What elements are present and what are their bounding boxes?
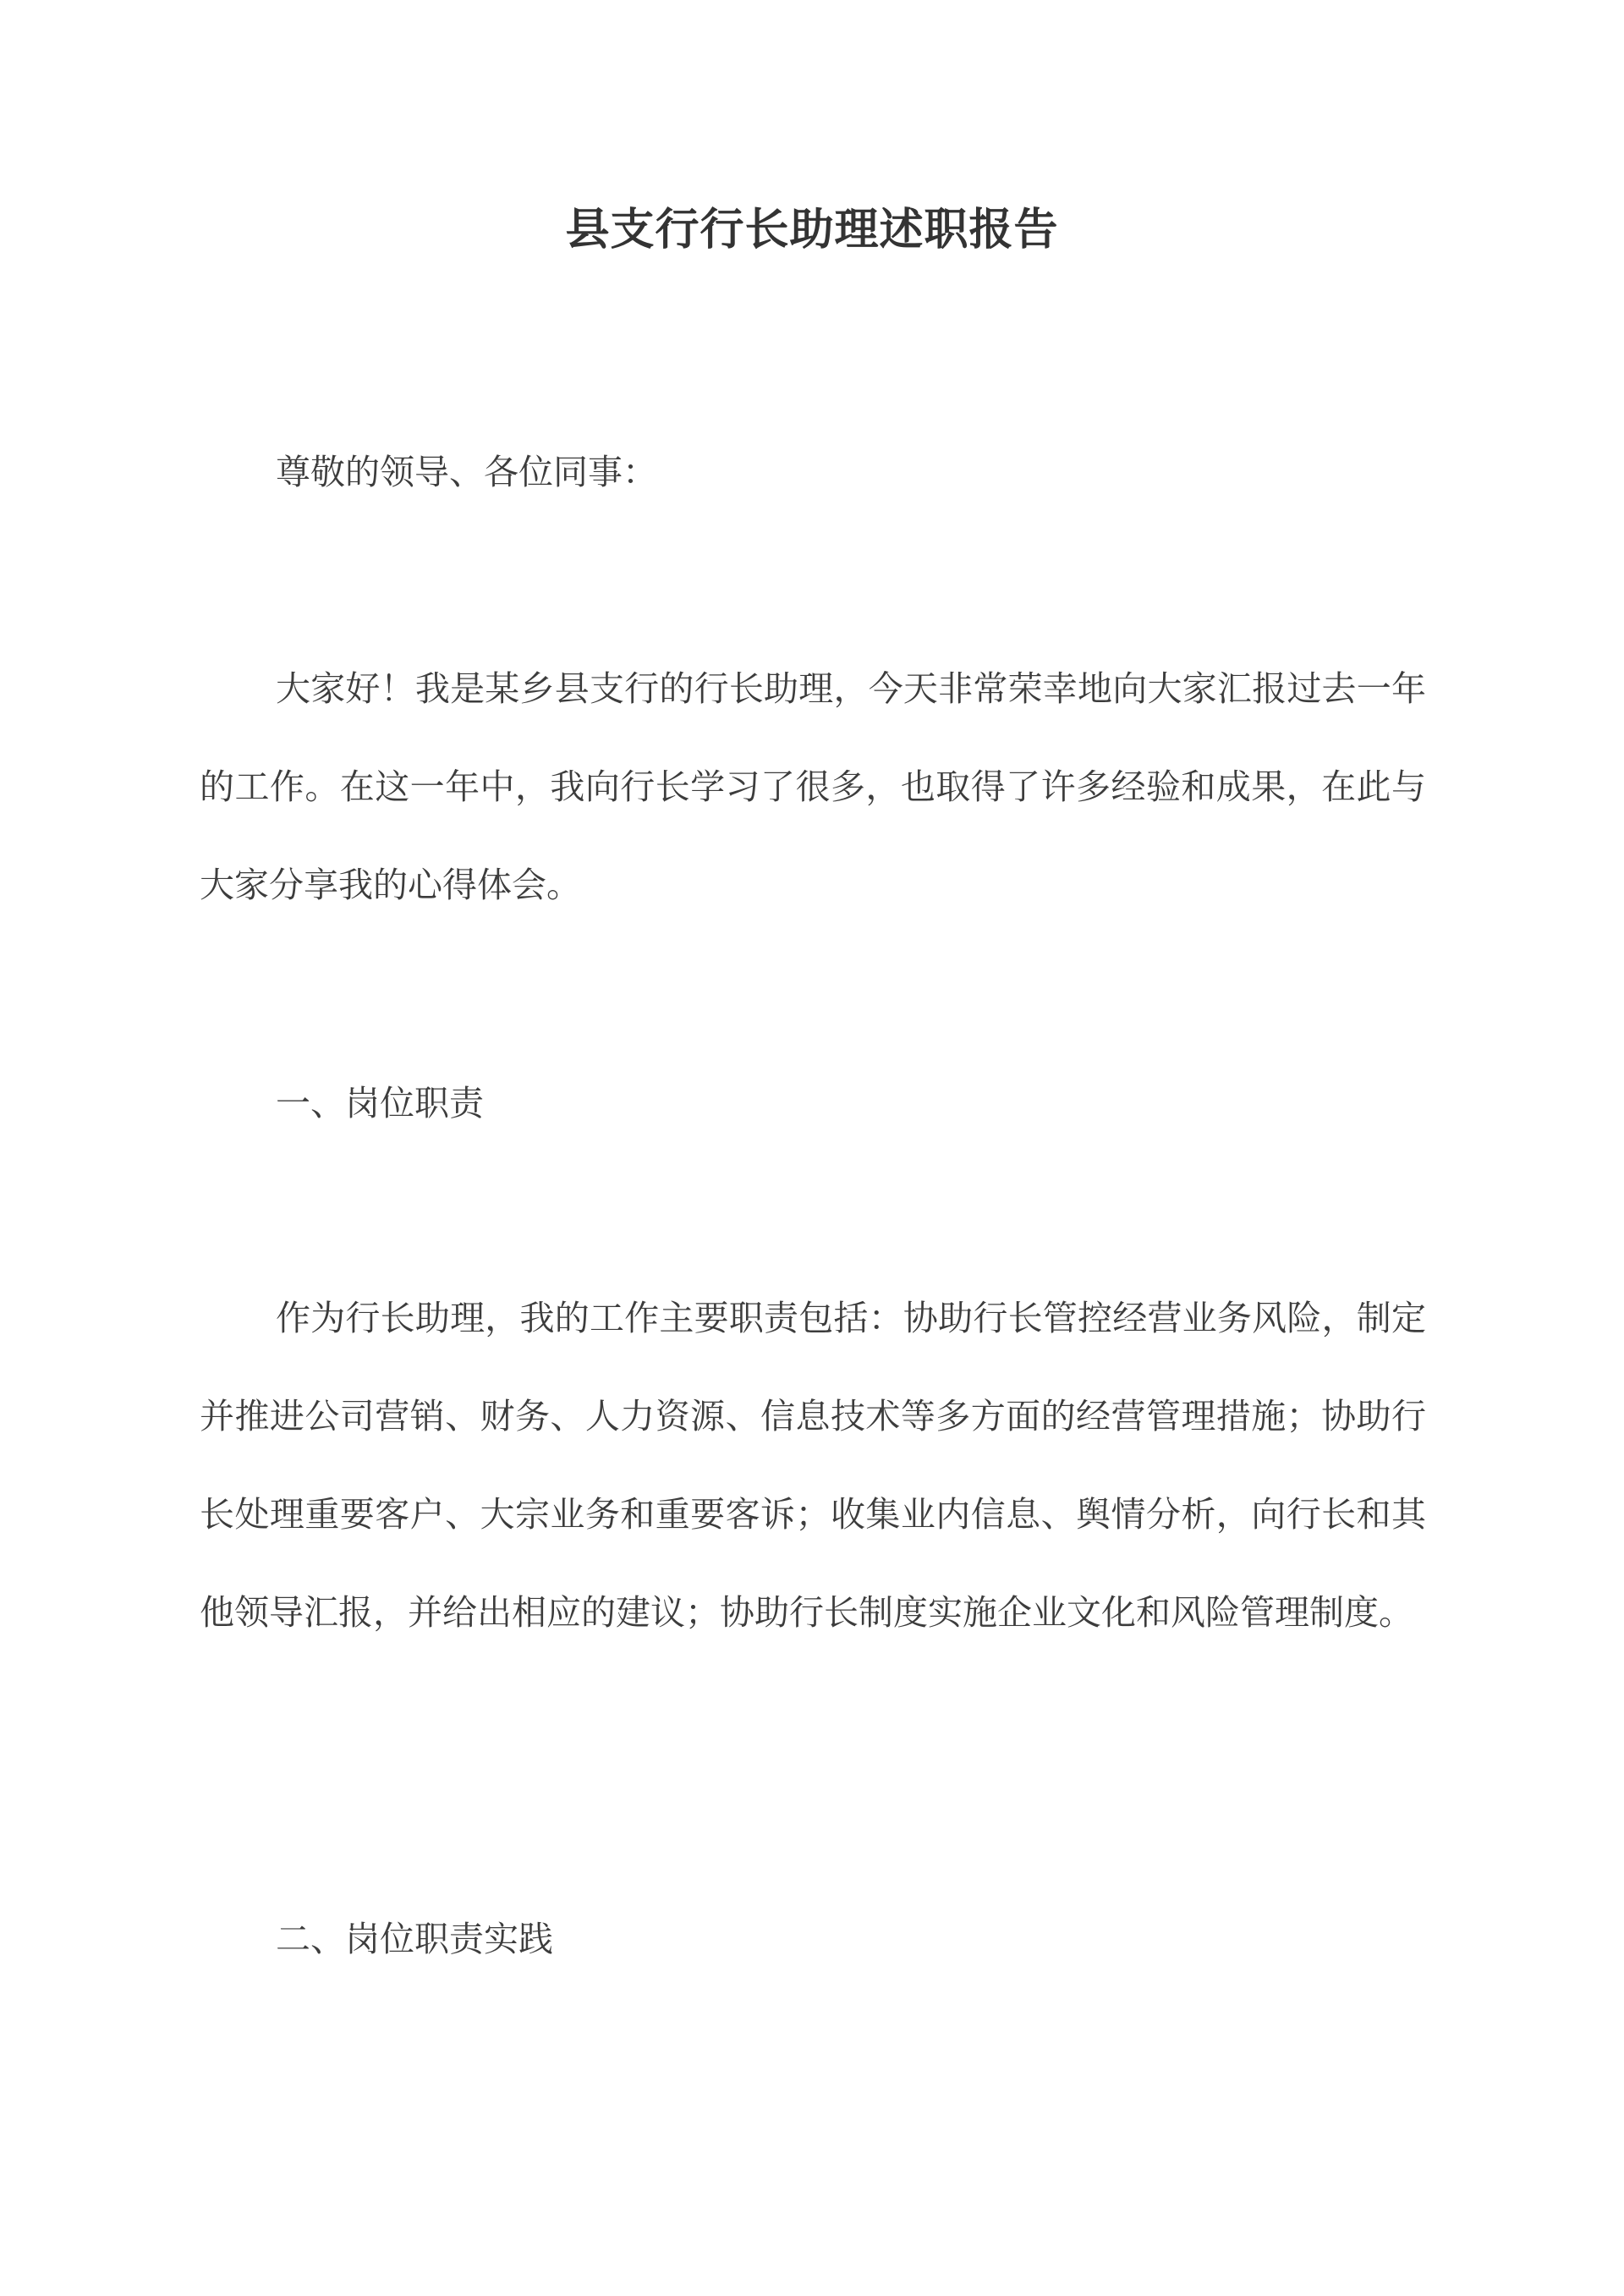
intro-paragraph: 大家好！我是某乡县支行的行长助理，今天非常荣幸地向大家汇报过去一年的工作。在这一年中，我向行长学习了很多，也取得了许多经验和成果，在此与大家分享我的心得体会。	[200, 668, 1426, 905]
document-title: 县支行行长助理述职报告	[565, 204, 1059, 255]
duties-paragraph: 作为行长助理，我的工作主要职责包括：协助行长管控经营业务风险，制定并推进公司营销、财务、人力资源、信息技术等多方面的经营管理措施；协助行长处理重要客户、大宗业务和重要客诉；收集业内信息、舆情分析，向行长和其他领导汇报，并给出相应的建议；协助行长制度实施企业文化和风险管理制度。	[200, 1298, 1426, 1633]
salutation: 尊敬的领导、各位同事：	[276, 452, 657, 492]
section-heading-duties: 一、岗位职责	[276, 1083, 484, 1123]
section-heading-practice: 二、岗位职责实践	[276, 1919, 553, 1959]
